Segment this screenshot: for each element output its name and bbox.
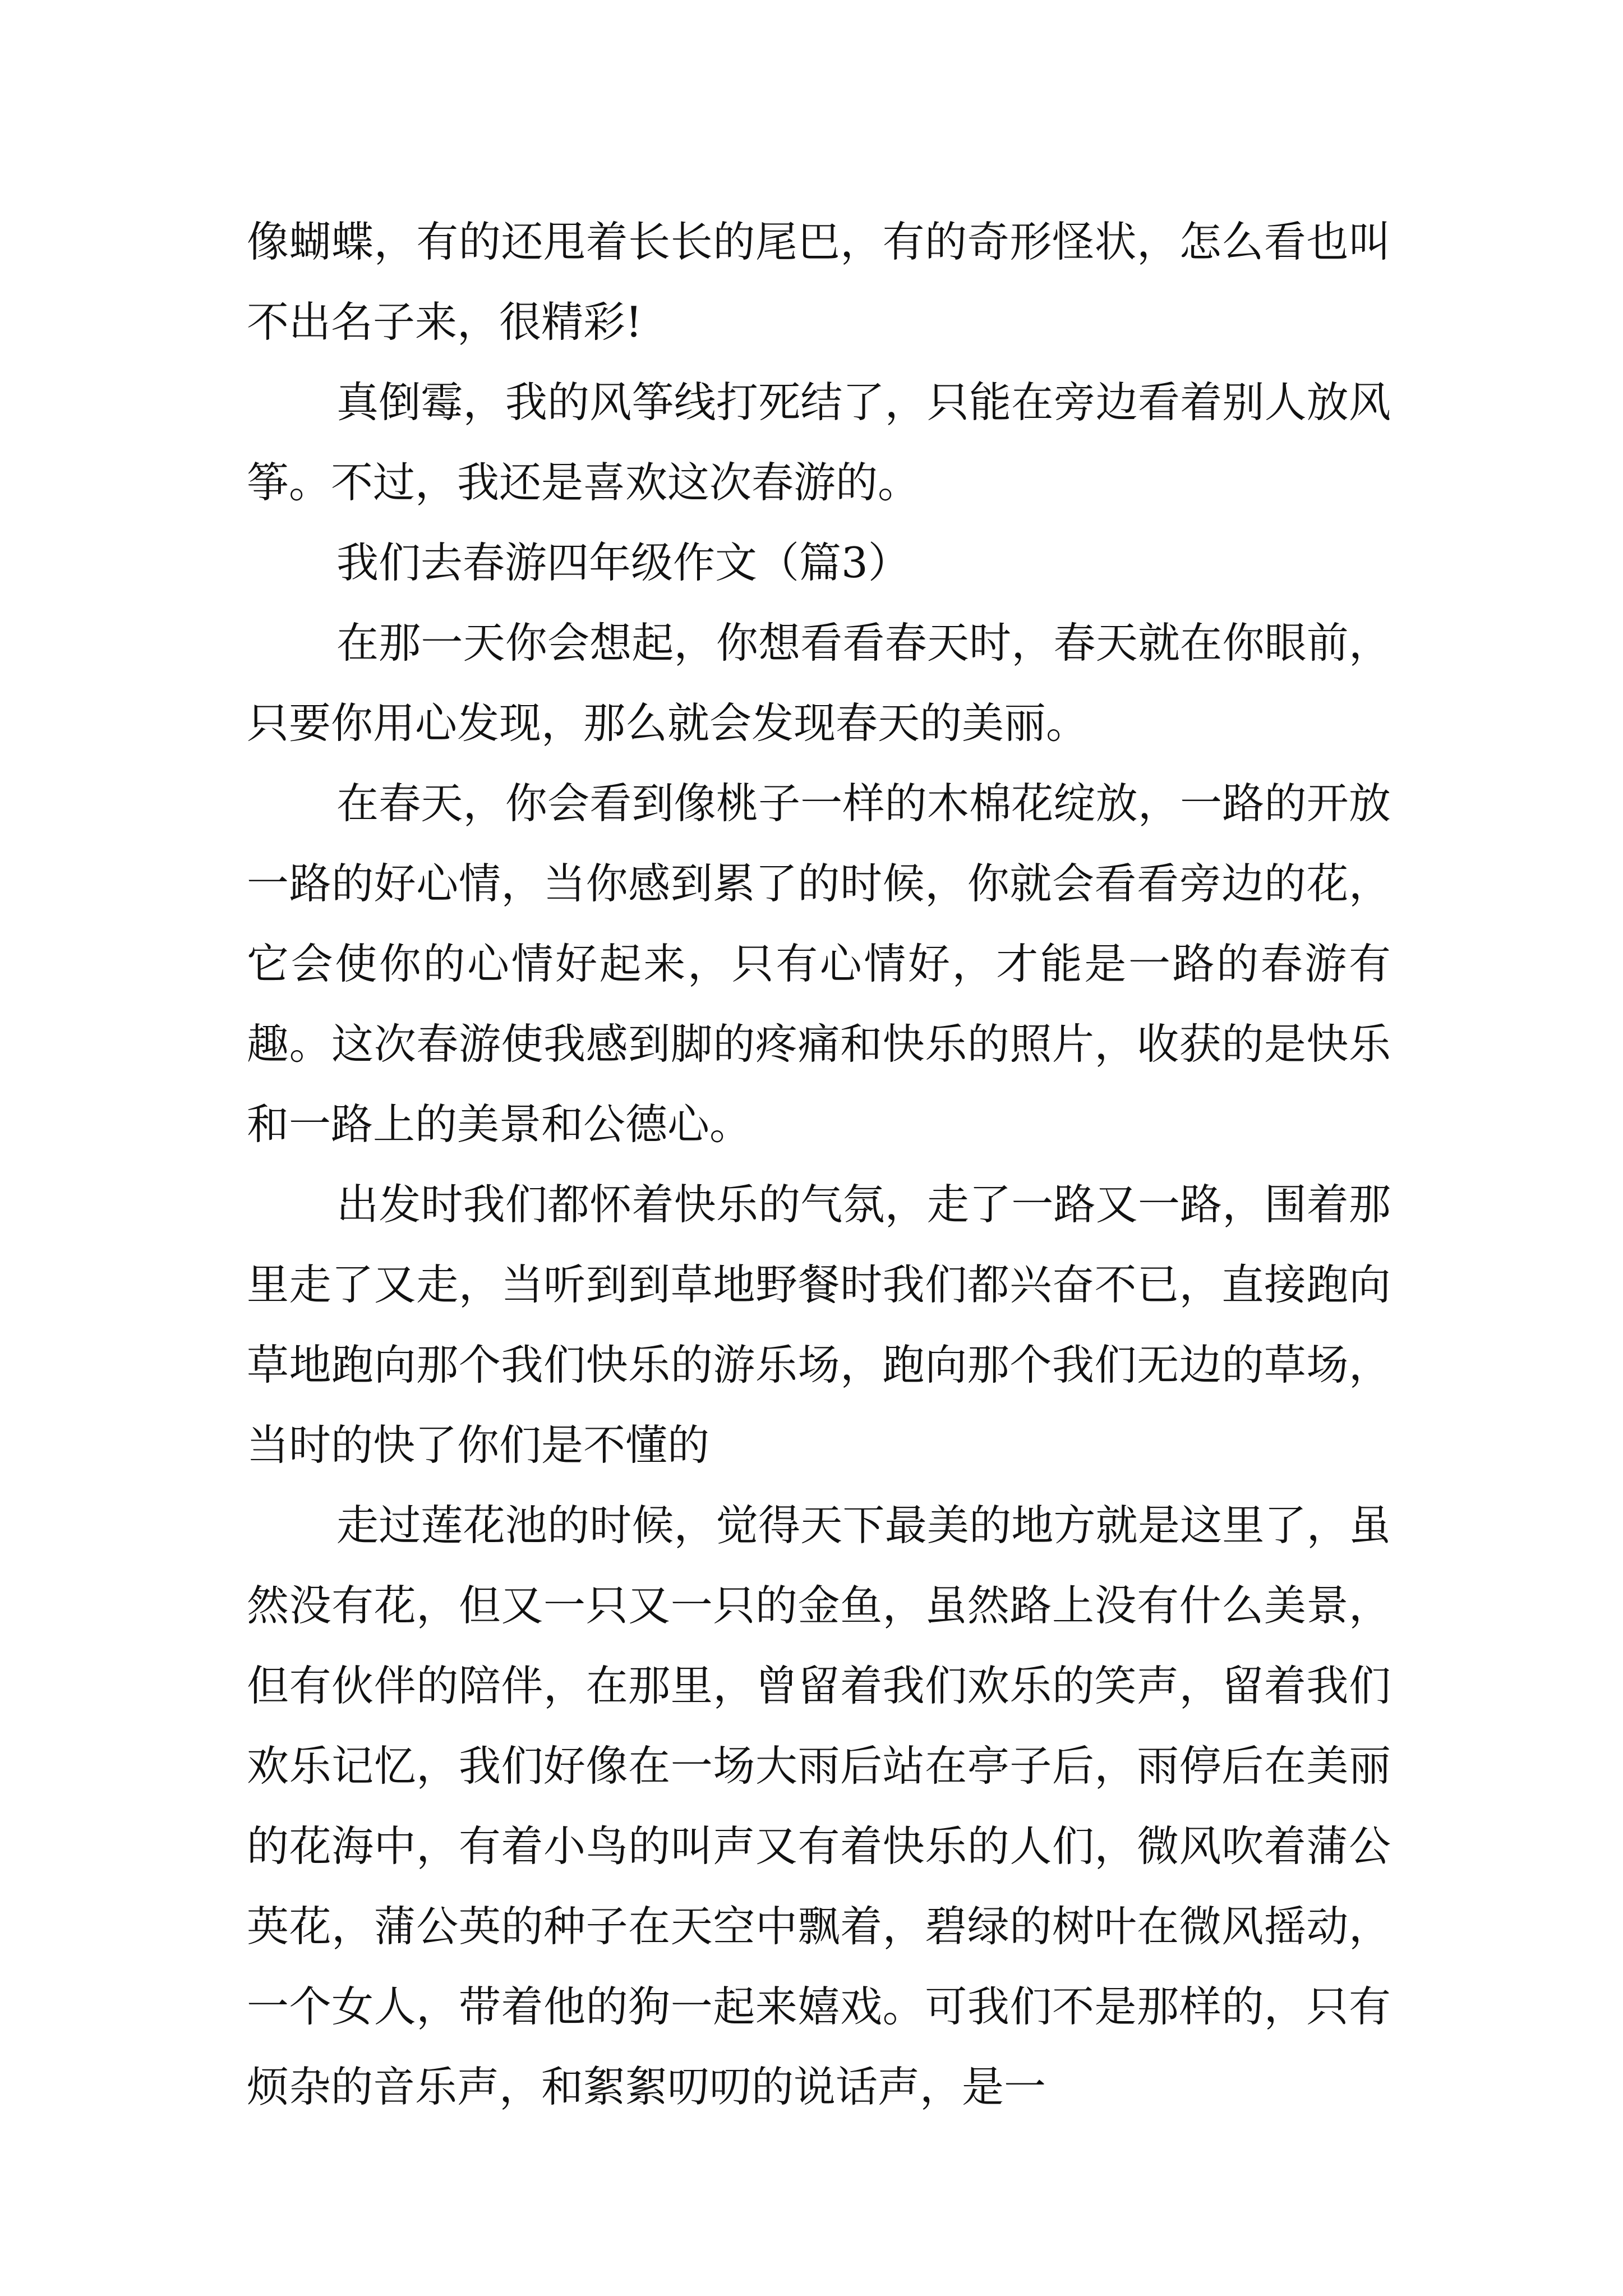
paragraph-lotus-pond: 走过莲花池的时候，觉得天下最美的地方就是这里了，虽然没有花，但又一只又一只的金鱼，虽然路上没有什么美景，但有伙伴的陪伴，在那里，曾留着我们欢乐的笑声，留着我们欢乐记忆，我们好像在一场大雨后站在亭子后，雨停后在美丽的花海中，有着小鸟的叫声又有着快乐的人们，微风吹着蒲公英花，蒲公英的种子在天空中飘着，碧绿的树叶在微风摇动，一个女人，带着他的狗一起来嬉戏。可我们不是那样的，只有烦杂的音乐声，和絮絮叨叨的说话声，是一: [247, 1501, 1391, 2111]
paragraph-departure: 出发时我们都怀着快乐的气氛，走了一路又一路，围着那里走了又走，当听到到草地野餐时我们都兴奋不已，直接跑向草地跑向那个我们快乐的游乐场，跑向那个我们无边的草场，当时的快了你们是不懂的: [247, 1180, 1391, 1470]
paragraph-spring: 在春天，你会看到像桃子一样的木棉花绽放，一路的开放一路的好心情，当你感到累了的时候，你就会看看旁边的花，它会使你的心情好起来，只有心情好，才能是一路的春游有趣。这次春游使我感到脚的疼痛和快乐的照片，收获的是快乐和一路上的美景和公德心。: [247, 779, 1391, 1149]
essay-body: [247, 202, 1391, 2127]
paragraph-intro: 在那一天你会想起，你想看看春天时，春天就在你眼前，只要你用心发现，那么就会发现春天的美丽。: [247, 618, 1391, 748]
paragraph-continuation: 像蝴蝶，有的还甩着长长的尾巴，有的奇形怪状，怎么看也叫不出名子来，很精彩!: [247, 217, 1391, 347]
paragraph-kite: 真倒霉，我的风筝线打死结了，只能在旁边看着别人放风筝。不过，我还是喜欢这次春游的。: [247, 378, 1391, 507]
section-heading: 我们去春游四年级作文（篇3）: [336, 538, 910, 587]
